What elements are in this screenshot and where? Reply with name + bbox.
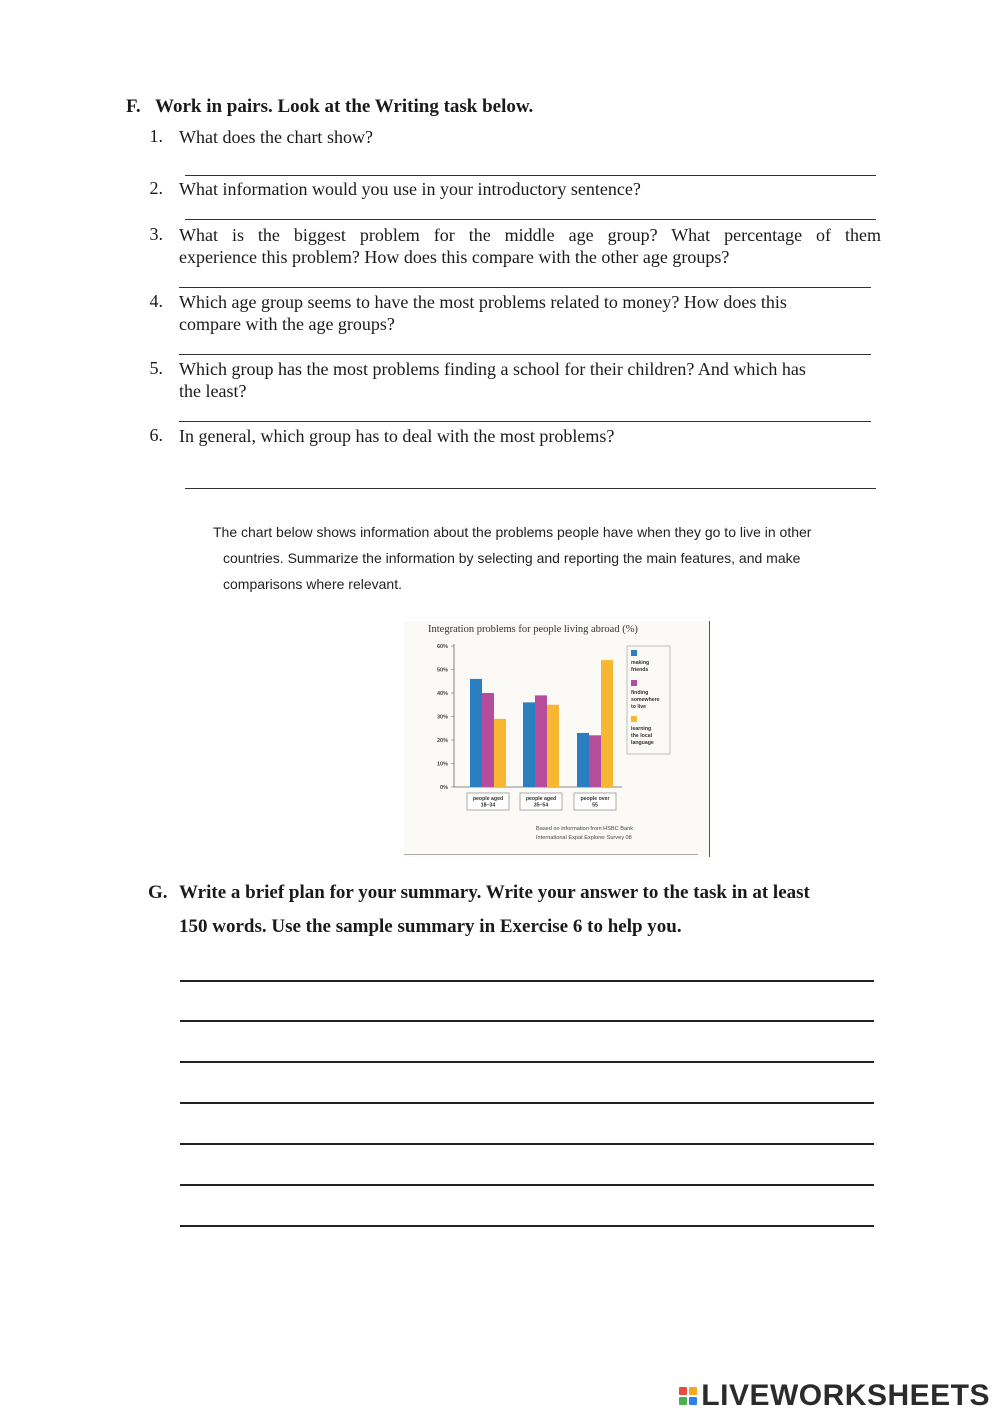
liveworksheets-logo-text: LIVEWORKSHEETS [701,1379,990,1412]
category-label: 18–34 [480,802,496,809]
bar-finding-somewhere-to-live-1 [482,693,494,787]
question-text: What information would you use in your introductory sentence? [179,179,641,199]
legend-label: learning [631,726,652,732]
question-text: In general, which group has to deal with the most problems? [179,426,615,446]
chart-panel [404,621,710,857]
summary-answer-line[interactable] [180,1143,874,1145]
bar-learning-the-local-language-3 [601,660,613,787]
y-tick-label: 30% [436,714,448,721]
task-line: countries. Summarize the information by selecting and reporting the main features, and make [223,550,801,566]
question-text: Which age group seems to have the most problems related to money? How does this [179,292,787,312]
question-text-continued: compare with the age groups? [179,314,395,334]
y-tick-label: 20% [436,738,448,744]
category-label: people over [580,796,610,802]
y-tick-label: 50% [436,667,448,674]
section-g-heading: Write a brief plan for your summary. Write your answer to the task in at least [179,882,810,903]
question-text: Which group has the most problems finding a school for their children? And which has [179,359,806,379]
legend-label: the local [631,733,653,739]
question-number: 2. [149,178,163,198]
section-g-letter: G. [148,882,168,903]
question-text-continued: experience this problem? How does this compare with the other age groups? [179,247,730,267]
question-number: 1. [149,126,163,146]
summary-answer-line[interactable] [180,1102,874,1104]
bar-finding-somewhere-to-live-2 [535,695,547,787]
section-g-heading-continued: 150 words. Use the sample summary in Exercise 6 to help you. [179,916,682,937]
answer-line[interactable] [179,421,871,422]
task-line: comparisons where relevant. [223,576,402,592]
category-label: people aged [472,796,504,802]
question-number: 4. [149,291,163,311]
liveworksheets-logo[interactable] [679,1379,990,1413]
legend-label: friends [631,667,649,673]
summary-answer-line[interactable] [180,980,874,982]
summary-answer-line[interactable] [180,1061,874,1063]
answer-line[interactable] [185,219,876,220]
question-number: 5. [149,358,163,378]
question-text: What does the chart show? [179,127,373,147]
bar-learning-the-local-language-1 [494,719,506,787]
summary-answer-line[interactable] [180,1184,874,1186]
section-f-letter: F. [126,96,141,117]
integration-problems-chart [404,621,710,857]
section-f-heading: Work in pairs. Look at the Writing task below. [155,96,534,117]
chart-source-line: Based on information from HSBC Bank [536,826,634,832]
summary-answer-line[interactable] [180,1225,874,1227]
category-label: 55 [592,802,598,809]
y-tick-label: 0% [440,785,448,791]
question-text: What is the biggest problem for the middle age group? What percentage of them [179,225,881,245]
answer-line[interactable] [179,287,871,288]
chart-source-line: International Expat Explorer Survey 08 [536,835,632,841]
y-tick-label: 10% [436,761,448,768]
question-number: 6. [149,425,163,445]
legend-label: making [631,660,650,666]
category-label: 35–54 [533,802,549,809]
chart-title: Integration problems for people living abroad (%) [428,624,638,635]
question-number: 3. [149,224,163,244]
bar-finding-somewhere-to-live-3 [589,735,601,787]
chart-border [404,854,698,855]
bar-making-friends-1 [470,679,482,787]
answer-line[interactable] [185,175,876,176]
legend-swatch [631,716,637,722]
category-label: people aged [525,796,557,802]
bar-making-friends-3 [577,733,589,787]
legend-label: somewhere [631,697,660,703]
bar-learning-the-local-language-2 [547,705,559,787]
bar-making-friends-2 [523,702,535,787]
legend-label: language [631,740,654,746]
chart-border [709,621,710,857]
y-tick-label: 60% [436,644,448,650]
legend-swatch [631,680,637,686]
legend-label: finding [631,690,649,696]
legend-label: to live [631,704,646,710]
legend-swatch [631,650,637,656]
answer-line[interactable] [179,354,871,355]
task-line: The chart below shows information about the problems people have when they go to live in other [213,524,812,540]
y-tick-label: 40% [436,691,448,697]
answer-line[interactable] [185,488,876,489]
question-text-continued: the least? [179,381,247,401]
summary-answer-line[interactable] [180,1020,874,1022]
liveworksheets-logo-icon [679,1387,697,1405]
